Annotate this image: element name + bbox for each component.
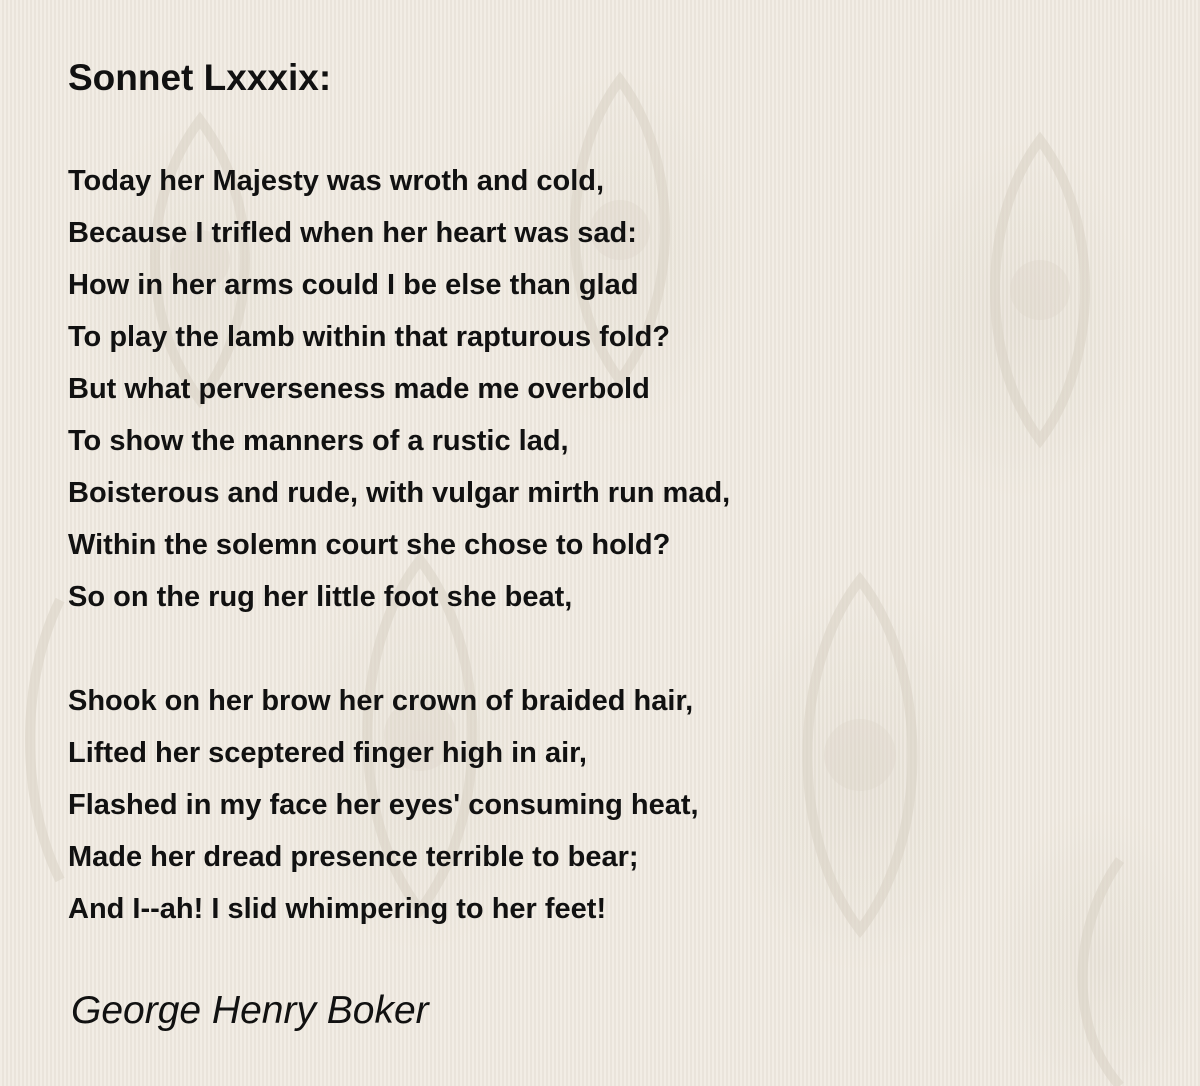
poem-line: Because I trifled when her heart was sad: <box>68 217 637 249</box>
poem-line: Lifted her sceptered finger high in air, <box>68 737 587 769</box>
poem-line: Made her dread presence terrible to bear; <box>68 841 639 873</box>
poem-line: To play the lamb within that rapturous fold? <box>68 321 671 353</box>
poem-stanza-2 <box>68 675 699 935</box>
poem-line: So on the rug her little foot she beat, <box>68 581 573 613</box>
poem-line: Flashed in my face her eyes' consuming heat, <box>68 789 699 821</box>
poem-line: To show the manners of a rustic lad, <box>68 425 569 457</box>
poem-stanza-1 <box>68 155 730 623</box>
poem-line: But what perverseness made me overbold <box>68 373 650 405</box>
poem-line: Shook on her brow her crown of braided hair, <box>68 685 694 717</box>
poem-author: George Henry Boker <box>71 989 429 1032</box>
poem-line: And I--ah! I slid whimpering to her feet! <box>68 893 607 925</box>
poem-line: Boisterous and rude, with vulgar mirth run mad, <box>68 477 731 509</box>
poem-title: Sonnet Lxxxix: <box>68 57 332 98</box>
poem-line: Within the solemn court she chose to hold? <box>68 529 671 561</box>
poem-line: How in her arms could I be else than glad <box>68 269 639 301</box>
poem-line: Today her Majesty was wroth and cold, <box>68 165 605 197</box>
